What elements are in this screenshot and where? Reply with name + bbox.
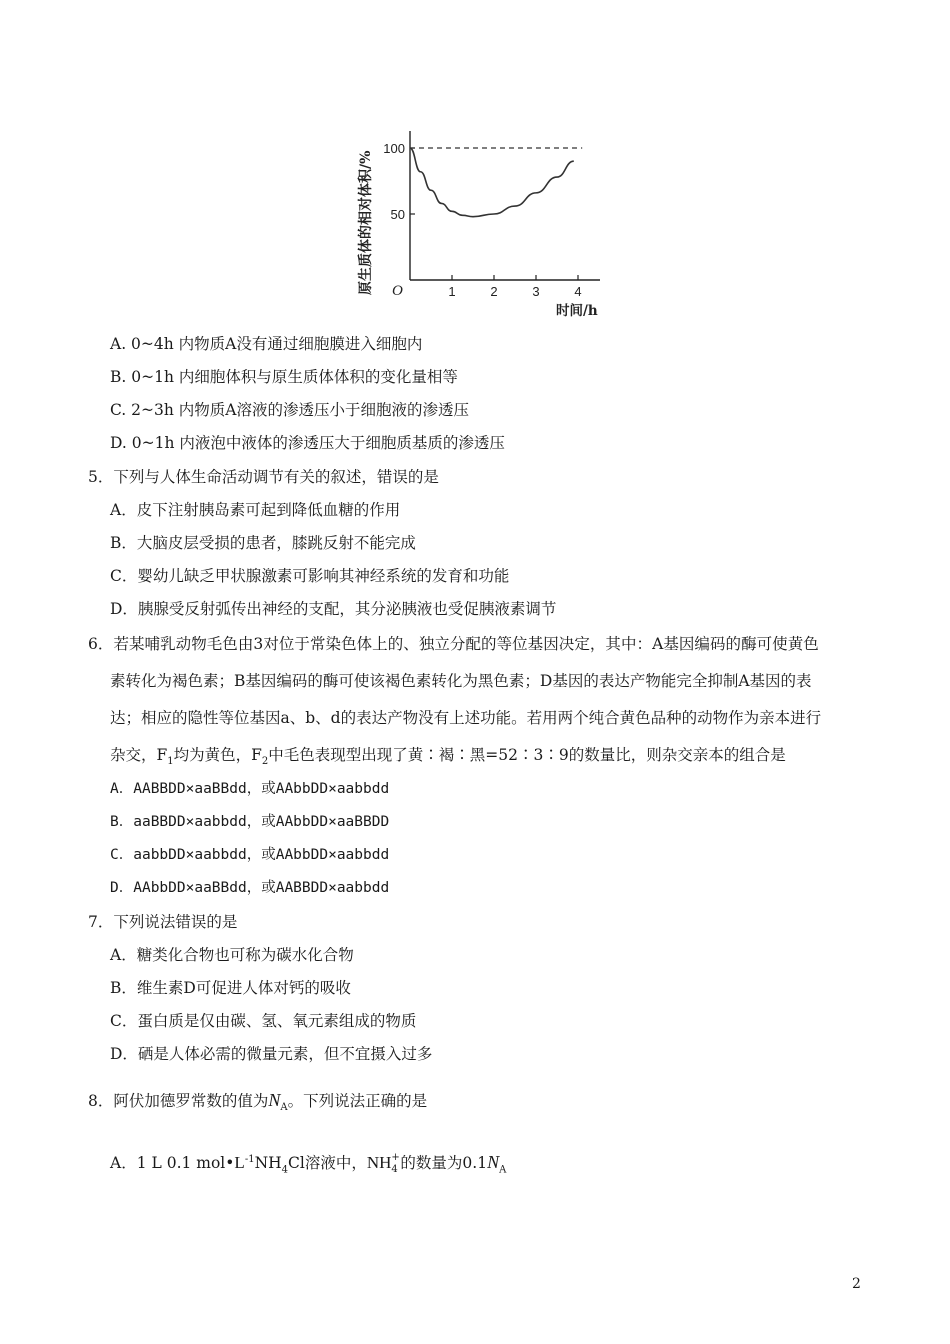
q8-text: 。下列说法正确的是 <box>287 1092 428 1110</box>
q8-text: 8．阿伏加德罗常数的值为 <box>88 1092 269 1110</box>
q8-sub: 4 <box>281 1164 289 1176</box>
q6-option-d: D．AAbbDD×aaBBdd，或AABBDD×aabbdd <box>110 880 390 896</box>
q4-option-a: A. 0~4h 内物质A没有通过细胞膜进入细胞内 <box>110 335 423 353</box>
q7-option-d: D．硒是人体必需的微量元素，但不宜摄入过多 <box>110 1045 433 1063</box>
q8-opt-text: A．1 L 0.1 mol• <box>110 1154 235 1173</box>
q6-option-c: C．aabbDD×aabbdd，或AAbbDD×aabbdd <box>110 847 390 863</box>
q4-option-b: B. 0~1h 内细胞体积与原生质体体积的变化量相等 <box>110 368 458 386</box>
q7-option-c: C．蛋白质是仅由碳、氢、氧元素组成的物质 <box>110 1012 417 1030</box>
x-axis-label: 时间/h <box>556 303 598 319</box>
q8-opt-text: NH <box>254 1154 282 1173</box>
q8-option-a <box>110 1150 506 1180</box>
q5-stem: 5．下列与人体生命活动调节有关的叙述，错误的是 <box>88 468 439 486</box>
q8-stem <box>88 1090 427 1118</box>
q5-option-b: B．大脑皮层受损的患者，膝跳反射不能完成 <box>110 534 416 552</box>
q4-option-d: D. 0~1h 内液泡中液体的渗透压大于细胞质基质的渗透压 <box>110 434 505 452</box>
q6-sub: 1 <box>167 756 174 768</box>
origin-label: O <box>392 283 403 299</box>
q8-ion: NH <box>366 1153 392 1173</box>
q6-text: 中毛色表现型出现了黄∶褐∶黑=52∶3∶9的数量比，则杂交亲本的组合是 <box>268 746 786 764</box>
q8-opt-text: 的数量为0.1 <box>400 1154 488 1173</box>
y-tick-label: 100 <box>383 141 405 156</box>
x-tick-label: 1 <box>448 284 456 299</box>
q7-option-a: A．糖类化合物也可称为碳水化合物 <box>110 946 354 964</box>
q6-option-a: A．AABBDD×aaBBdd，或AAbbDD×aabbdd <box>110 781 390 797</box>
q8-unit: L <box>234 1153 245 1173</box>
volume-curve <box>410 148 574 217</box>
q6-stem-line1: 6．若某哺乳动物毛色由3对位于常染色体上的、独立分配的等位基因决定，其中：A基因编码的酶可使黄色 <box>88 635 819 653</box>
q8-symbol: N <box>268 1090 281 1110</box>
q4-option-c: C. 2~3h 内物质A溶液的渗透压小于细胞液的渗透压 <box>110 401 469 419</box>
q5-option-a: A．皮下注射胰岛素可起到降低血糖的作用 <box>110 501 401 519</box>
q8-ion-charge: + <box>391 1152 400 1163</box>
q6-stem-line2: 素转化为褐色素；B基因编码的酶可使该褐色素转化为黑色素；D基因的表达产物能完全抑制A基因的表 <box>110 672 812 690</box>
q7-stem: 7．下列说法错误的是 <box>88 913 238 931</box>
page-number: 2 <box>852 1276 861 1292</box>
q6-text: 均为黄色，F <box>173 746 262 764</box>
q5-option-d: D．胰腺受反射弧传出神经的支配，其分泌胰液也受促胰液素调节 <box>110 600 557 618</box>
q6-stem-line4 <box>110 745 786 772</box>
q5-option-c: C．婴幼儿缺乏甲状腺激素可影响其神经系统的发育和功能 <box>110 567 510 585</box>
volume-chart <box>350 125 620 325</box>
q8-exp: -1 <box>244 1154 255 1165</box>
q6-stem-line3: 达；相应的隐性等位基因a、b、d的表达产物没有上述功能。若用两个纯合黄色品种的动物作为亲本进行 <box>110 709 822 727</box>
q8-symbol: N <box>487 1152 500 1173</box>
q7-option-b: B．维生素D可促进人体对钙的吸收 <box>110 979 351 997</box>
q8-symbol-sub: A <box>499 1164 507 1176</box>
q6-text: 杂交，F <box>110 746 168 764</box>
q6-sub: 2 <box>261 756 269 768</box>
x-tick-label: 4 <box>574 284 582 299</box>
y-tick-label: 50 <box>390 207 405 222</box>
q6-option-b: B．aaBBDD×aabbdd，或AAbbDD×aaBBDD <box>110 814 390 830</box>
x-tick-label: 3 <box>532 284 540 299</box>
q8-ion-sub: 4 <box>391 1164 398 1175</box>
y-axis-label: 原生质体的相对体积/% <box>358 150 374 295</box>
q8-symbol-sub: A <box>280 1102 288 1114</box>
x-tick-label: 2 <box>490 284 498 299</box>
q8-opt-text: Cl溶液中， <box>288 1154 367 1173</box>
